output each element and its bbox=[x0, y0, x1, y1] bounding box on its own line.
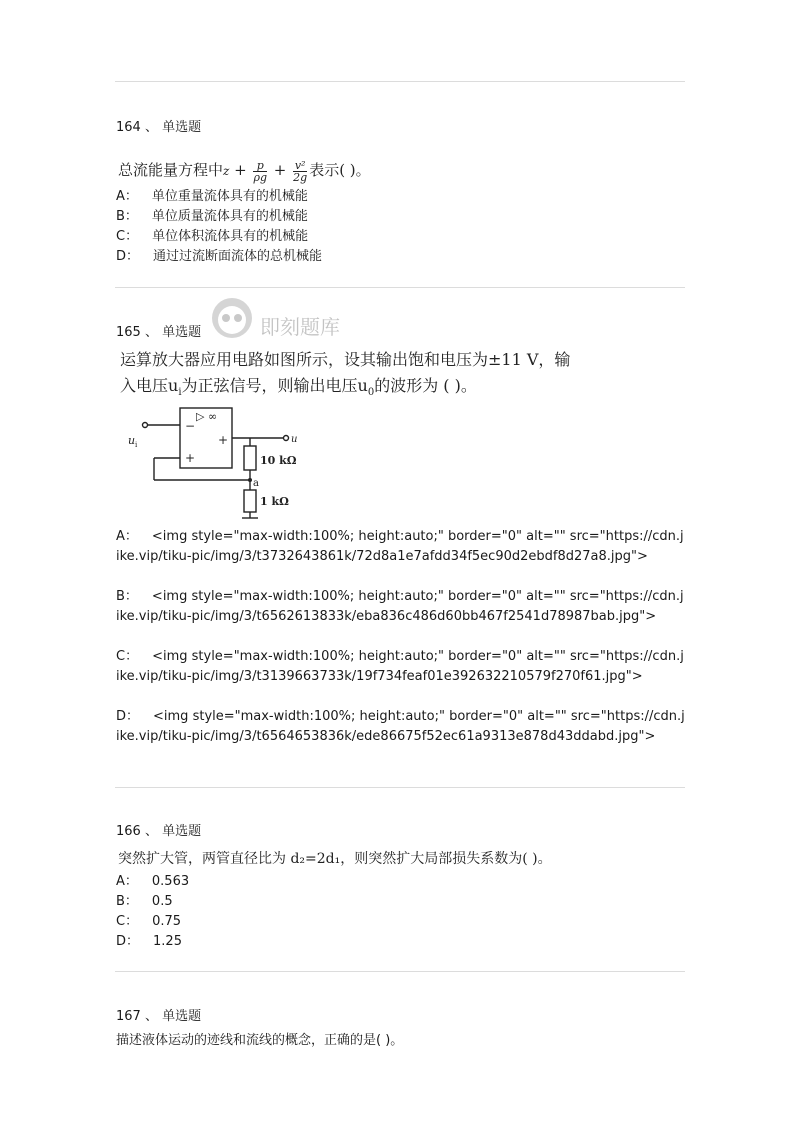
option-text: <img style="max-width:100%; height:auto;" border="0" alt="" src="https://cdn.jike.vip/tiku-pic/img/3/t3732643861k/72d8a1e7afdd34f5ec90d2ebdf8d27a8.jpg"> bbox=[116, 529, 684, 564]
question-stem: 描述液体运动的迹线和流线的概念，正确的是( )。 bbox=[116, 1033, 404, 1048]
divider bbox=[115, 81, 685, 82]
question-stem-line1: 运算放大器应用电路如图所示，设其输出饱和电压为±11 V，输 bbox=[120, 350, 571, 369]
option-c[interactable] bbox=[116, 227, 686, 247]
formula-v2: v² bbox=[294, 158, 306, 172]
stem-sub: i bbox=[178, 387, 182, 399]
option-label: B： bbox=[116, 589, 138, 604]
formula-z: z bbox=[223, 164, 230, 178]
formula-p: p bbox=[253, 160, 267, 172]
question-stem: 突然扩大管，两管直径比为 d₂=2d₁，则突然扩大局部损失系数为( )。 bbox=[118, 851, 552, 867]
formula-plus: + bbox=[234, 161, 247, 179]
resistor-10k bbox=[244, 446, 256, 470]
option-d[interactable] bbox=[116, 247, 686, 267]
formula-2g: 2g bbox=[293, 170, 308, 184]
watermark-text: 即刻题库 bbox=[260, 315, 340, 339]
resistor-1k bbox=[244, 490, 256, 512]
option-text: <img style="max-width:100%; height:auto;" border="0" alt="" src="https://cdn.jike.vip/tiku-pic/img/3/t6562613833k/eba836c486d60bb467f2541d78987bab.jpg"> bbox=[116, 589, 684, 624]
option-label: A： bbox=[116, 529, 138, 544]
stem-text: 入电压u bbox=[120, 376, 179, 395]
option-text: 单位质量流体具有的机械能 bbox=[151, 209, 308, 224]
option-text: 单位重量流体具有的机械能 bbox=[151, 189, 308, 204]
output-terminal bbox=[284, 436, 289, 441]
watermark-logo bbox=[210, 290, 350, 350]
option-b[interactable] bbox=[116, 207, 686, 227]
stem-text: 为正弦信号，则输出电压u bbox=[181, 376, 368, 395]
option-label: B： bbox=[116, 894, 138, 909]
formula-fraction-p bbox=[253, 160, 267, 183]
label-1k: 1 kΩ bbox=[260, 495, 289, 508]
label-infinity: ▷ ∞ bbox=[196, 410, 218, 423]
option-text: 0.563 bbox=[151, 874, 190, 889]
label-a: a bbox=[253, 478, 259, 489]
stem-prefix: 总流能量方程中 bbox=[118, 161, 224, 179]
option-label: D： bbox=[116, 934, 140, 949]
divider bbox=[115, 971, 685, 972]
stem-text: 的波形为 ( )。 bbox=[374, 376, 477, 395]
formula-fraction-v bbox=[293, 160, 307, 183]
label-ui: u bbox=[128, 434, 136, 447]
option-text: 0.75 bbox=[152, 914, 182, 929]
option-d[interactable] bbox=[116, 707, 686, 747]
question-header: 166 、 单选题 bbox=[116, 824, 202, 839]
option-text: <img style="max-width:100%; height:auto;" border="0" alt="" src="https://cdn.jike.vip/tiku-pic/img/3/t6564653836k/ede86675f52ec61a9313e878d43ddabd.jpg"> bbox=[116, 709, 685, 744]
label-10k: 10 kΩ bbox=[260, 454, 297, 467]
option-label: C： bbox=[116, 229, 139, 244]
option-b[interactable] bbox=[116, 892, 686, 912]
stem-suffix: 表示( )。 bbox=[309, 161, 371, 179]
option-text: 1.25 bbox=[153, 934, 182, 949]
node-a bbox=[248, 478, 252, 482]
option-a[interactable] bbox=[116, 187, 686, 207]
option-text: 单位体积流体具有的机械能 bbox=[152, 229, 309, 244]
option-a[interactable] bbox=[116, 527, 686, 567]
option-b[interactable] bbox=[116, 587, 686, 627]
option-a[interactable] bbox=[116, 872, 686, 892]
input-terminal bbox=[143, 423, 148, 428]
option-c[interactable] bbox=[116, 647, 686, 687]
option-label: D： bbox=[116, 249, 140, 264]
option-label: C： bbox=[116, 914, 139, 929]
option-label: B： bbox=[116, 209, 138, 224]
divider bbox=[115, 287, 685, 288]
label-uo: u bbox=[291, 434, 298, 445]
question-header: 165 、 单选题 bbox=[116, 325, 202, 340]
formula-plus: + bbox=[273, 161, 287, 179]
circuit-diagram bbox=[118, 400, 318, 524]
option-c[interactable] bbox=[116, 912, 686, 932]
option-label: C： bbox=[116, 649, 139, 664]
divider bbox=[115, 787, 685, 788]
option-text: 通过过流断面流体的总机械能 bbox=[153, 249, 323, 264]
option-label: A： bbox=[116, 874, 138, 889]
option-label: D： bbox=[116, 709, 140, 724]
label-minus: − bbox=[185, 419, 196, 433]
option-text: <img style="max-width:100%; height:auto;" border="0" alt="" src="https://cdn.jike.vip/tiku-pic/img/3/t3139663733k/19f734feaf01e392632210579f270f61.jpg"> bbox=[116, 649, 684, 684]
question-stem bbox=[118, 150, 371, 191]
option-d[interactable] bbox=[116, 932, 686, 952]
label-plus-out: + bbox=[218, 433, 229, 447]
formula-rho-g: ρg bbox=[253, 170, 267, 184]
option-label: A： bbox=[116, 189, 138, 204]
label-plus: + bbox=[185, 451, 196, 465]
question-header: 164 、 单选题 bbox=[116, 120, 202, 135]
question-header: 167 、 单选题 bbox=[116, 1009, 202, 1024]
option-text: 0.5 bbox=[151, 894, 173, 909]
label-ui-sub: i bbox=[135, 441, 138, 449]
stem-sub: 0 bbox=[367, 387, 375, 399]
